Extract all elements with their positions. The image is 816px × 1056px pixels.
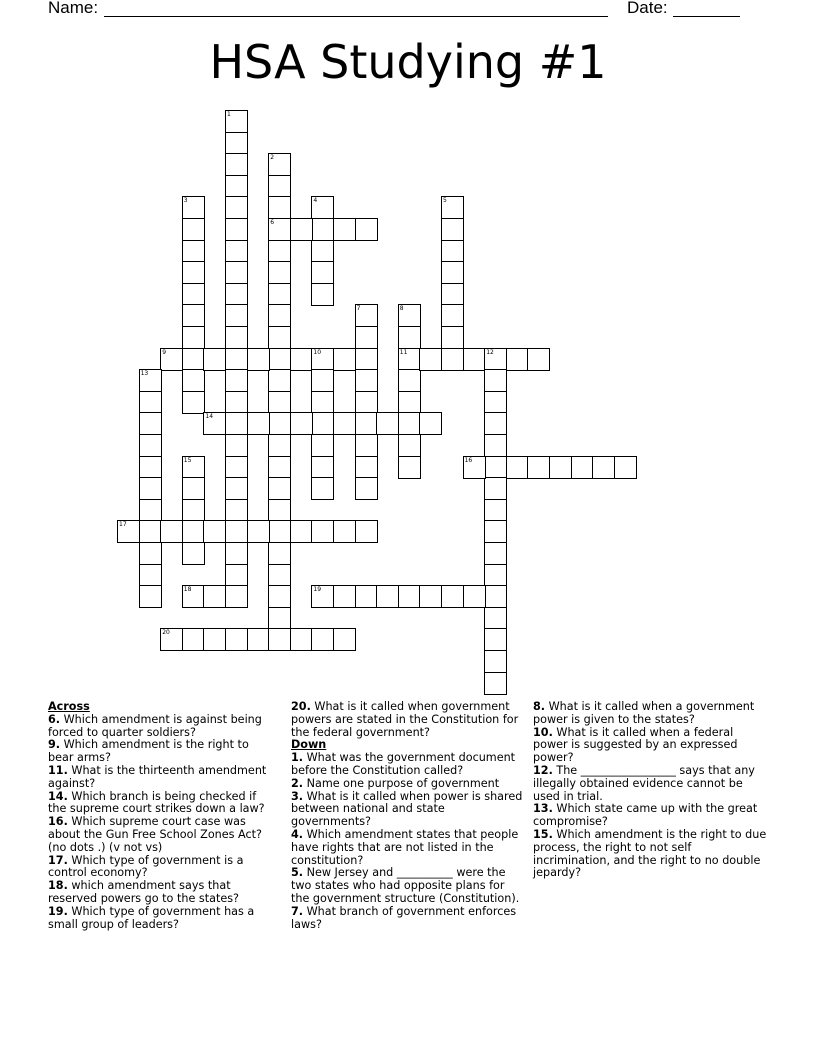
- grid-cell[interactable]: [311, 261, 334, 284]
- grid-cell[interactable]: [355, 391, 378, 414]
- grid-cell[interactable]: [182, 520, 205, 543]
- grid-cell[interactable]: [333, 520, 356, 543]
- grid-cell[interactable]: [311, 628, 334, 651]
- grid-cell[interactable]: [182, 391, 205, 414]
- clue-number-20: 20: [162, 629, 170, 637]
- across-clue: [48, 765, 274, 791]
- clue-number: 20.: [291, 700, 311, 713]
- grid-cell[interactable]: [268, 240, 291, 263]
- grid-cell[interactable]: [182, 326, 205, 349]
- grid-cell[interactable]: [355, 369, 378, 392]
- grid-cell[interactable]: [549, 456, 572, 479]
- grid-cell[interactable]: [290, 520, 313, 543]
- grid-cell[interactable]: [182, 240, 205, 263]
- grid-cell[interactable]: [333, 218, 356, 241]
- grid-cell[interactable]: [182, 499, 205, 522]
- grid-cell[interactable]: [225, 456, 248, 479]
- clue-text: What is the thirteenth amendment against?: [48, 763, 267, 790]
- clue-text: Which branch is being checked if the supreme court strikes down a law?: [48, 789, 265, 816]
- grid-cell[interactable]: [441, 326, 464, 349]
- grid-cell[interactable]: [484, 391, 507, 414]
- grid-cell[interactable]: [355, 434, 378, 457]
- clue-number: 9.: [48, 738, 61, 752]
- grid-cell[interactable]: [139, 477, 162, 500]
- grid-cell[interactable]: [355, 477, 378, 500]
- grid-cell[interactable]: [182, 196, 205, 219]
- down-clue: [533, 829, 769, 880]
- grid-cell[interactable]: [225, 348, 248, 371]
- grid-cell[interactable]: [441, 218, 464, 241]
- grid-cell[interactable]: [484, 369, 507, 392]
- grid-cell[interactable]: [225, 499, 248, 522]
- grid-cell[interactable]: [139, 456, 162, 479]
- clue-number: 4.: [291, 827, 304, 841]
- grid-cell[interactable]: [484, 520, 507, 543]
- clue-text: Which amendment is the right to bear arms?: [48, 738, 249, 765]
- grid-cell[interactable]: [182, 628, 205, 651]
- grid-cell[interactable]: [139, 585, 162, 608]
- grid-cell[interactable]: [571, 456, 594, 479]
- grid-cell[interactable]: [268, 326, 291, 349]
- grid-cell[interactable]: [398, 434, 421, 457]
- grid-cell[interactable]: [398, 585, 421, 608]
- grid-cell[interactable]: [311, 240, 334, 263]
- clue-text: Which supreme court case was about the Gun Free School Zones Act? (no dots .) (v not vs): [48, 815, 262, 854]
- grid-cell[interactable]: [398, 369, 421, 392]
- down-clue: [291, 752, 523, 778]
- clue-text: What is it called when government powers are stated in the Constitution for the federal government?: [291, 700, 519, 739]
- grid-cell[interactable]: [268, 175, 291, 198]
- grid-cell[interactable]: [290, 628, 313, 651]
- grid-cell[interactable]: [225, 412, 248, 435]
- grid-cell[interactable]: [160, 520, 183, 543]
- clue-number-18: 18: [183, 586, 192, 594]
- grid-cell[interactable]: [333, 628, 356, 651]
- grid-cell[interactable]: [355, 218, 378, 241]
- grid-cell[interactable]: [506, 456, 529, 479]
- grid-cell[interactable]: [225, 283, 248, 306]
- down-clue: [291, 906, 523, 932]
- grid-cell[interactable]: [592, 456, 615, 479]
- grid-cell[interactable]: [441, 240, 464, 263]
- across-clue: [48, 791, 274, 817]
- clue-number: 17.: [48, 853, 68, 867]
- grid-cell[interactable]: [484, 650, 507, 673]
- down-clue: [533, 701, 769, 727]
- grid-cell[interactable]: [225, 585, 248, 608]
- grid-cell[interactable]: [355, 348, 378, 371]
- grid-cell[interactable]: [484, 607, 507, 630]
- down-heading: Down: [291, 738, 327, 752]
- grid-cell[interactable]: [225, 153, 248, 176]
- grid-cell[interactable]: [225, 240, 248, 263]
- grid-cell[interactable]: [268, 196, 291, 219]
- clue-number: 5.: [291, 866, 304, 880]
- grid-cell[interactable]: [484, 412, 507, 435]
- grid-cell[interactable]: [333, 348, 356, 371]
- grid-cell[interactable]: [311, 348, 334, 371]
- grid-cell[interactable]: [441, 261, 464, 284]
- grid-cell[interactable]: [463, 456, 486, 479]
- grid-cell[interactable]: [268, 261, 291, 284]
- grid-cell[interactable]: [182, 261, 205, 284]
- grid-cell[interactable]: [203, 520, 226, 543]
- grid-cell[interactable]: [225, 175, 248, 198]
- grid-cell[interactable]: [139, 542, 162, 565]
- grid-cell[interactable]: [247, 412, 270, 435]
- grid-cell[interactable]: [376, 412, 399, 435]
- grid-cell[interactable]: [463, 348, 486, 371]
- grid-cell[interactable]: [484, 542, 507, 565]
- clue-number-13: 13: [140, 370, 149, 378]
- clue-text: What is it called when power is shared between national and state governments?: [291, 789, 523, 829]
- grid-cell[interactable]: [355, 520, 378, 543]
- clue-number: 1.: [291, 751, 304, 765]
- grid-cell[interactable]: [139, 564, 162, 587]
- grid-cell[interactable]: [268, 542, 291, 565]
- clue-text: Which amendment is against being forced to quarter soldiers?: [48, 712, 262, 739]
- grid-cell[interactable]: [311, 283, 334, 306]
- clue-text: which amendment says that reserved powers go to the states?: [48, 879, 239, 905]
- grid-cell[interactable]: [290, 412, 313, 435]
- clue-text: New Jersey and __________ were the two states who had opposite plans for the government structure (Constitution).: [291, 866, 520, 905]
- clue-number: 11.: [48, 763, 68, 777]
- grid-cell[interactable]: [203, 628, 226, 651]
- clue-number-17: 17: [119, 521, 127, 529]
- grid-cell[interactable]: [355, 326, 378, 349]
- grid-cell[interactable]: [139, 369, 162, 392]
- clue-text: Which type of government is a control economy?: [48, 853, 244, 880]
- clue-text: What branch of government enforces laws?: [291, 904, 517, 931]
- grid-cell[interactable]: [182, 456, 205, 479]
- grid-cell[interactable]: [247, 348, 270, 371]
- clue-text: Which state came up with the great compromise?: [533, 802, 758, 829]
- page-title: HSA Studying #1: [209, 35, 607, 89]
- grid-cell[interactable]: [268, 607, 291, 630]
- across-clue: [48, 855, 274, 881]
- across-clue: [48, 714, 274, 740]
- grid-cell[interactable]: [247, 520, 270, 543]
- clue-number-4: 4: [313, 197, 318, 205]
- grid-cell[interactable]: [311, 218, 334, 241]
- clue-number-7: 7: [356, 305, 361, 313]
- clue-number-8: 8: [399, 305, 404, 313]
- grid-cell[interactable]: [225, 261, 248, 284]
- grid-cell[interactable]: [484, 672, 507, 695]
- grid-cell[interactable]: [268, 477, 291, 500]
- down-clue: [533, 765, 769, 803]
- grid-cell[interactable]: [419, 348, 442, 371]
- clue-number-16: 16: [464, 456, 473, 464]
- grid-cell[interactable]: [268, 153, 291, 176]
- grid-cell[interactable]: [182, 348, 205, 371]
- grid-cell[interactable]: [225, 218, 248, 241]
- grid-cell[interactable]: [355, 456, 378, 479]
- grid-cell[interactable]: [311, 585, 334, 608]
- grid-cell[interactable]: [268, 628, 291, 651]
- grid-cell[interactable]: [484, 456, 507, 479]
- grid-cell[interactable]: [484, 628, 507, 651]
- clue-text: Name one purpose of government: [303, 776, 500, 790]
- clue-number-15: 15: [183, 456, 192, 464]
- grid-cell[interactable]: [355, 585, 378, 608]
- grid-cell[interactable]: [311, 434, 334, 457]
- down-clue: [533, 803, 769, 829]
- grid-cell[interactable]: [268, 564, 291, 587]
- grid-cell[interactable]: [311, 196, 334, 219]
- grid-cell[interactable]: [139, 499, 162, 522]
- clue-number-5: 5: [443, 197, 447, 205]
- clue-number: 6.: [48, 712, 61, 726]
- grid-cell[interactable]: [139, 434, 162, 457]
- grid-cell[interactable]: [247, 628, 270, 651]
- clue-number: 18.: [48, 879, 68, 893]
- down-clue: [291, 791, 523, 829]
- down-clue: [291, 829, 523, 867]
- grid-cell[interactable]: [160, 348, 183, 371]
- grid-cell[interactable]: [355, 412, 378, 435]
- grid-cell[interactable]: [182, 369, 205, 392]
- grid-cell[interactable]: [225, 564, 248, 587]
- clue-column-2: [291, 701, 523, 931]
- grid-cell[interactable]: [441, 304, 464, 327]
- grid-cell[interactable]: [614, 456, 637, 479]
- grid-cell[interactable]: [398, 348, 421, 371]
- clue-number-1: 1: [227, 111, 231, 118]
- grid-cell[interactable]: [268, 304, 291, 327]
- grid-cell[interactable]: [311, 477, 334, 500]
- clue-number-3: 3: [183, 197, 188, 205]
- grid-cell[interactable]: [398, 304, 421, 327]
- across-clue: [48, 906, 274, 932]
- grid-cell[interactable]: [311, 520, 334, 543]
- grid-cell[interactable]: [225, 132, 248, 155]
- clue-text: The _________________ says that any illegally obtained evidence cannot be used in trial.: [533, 763, 755, 803]
- grid-cell[interactable]: [441, 283, 464, 306]
- grid-cell[interactable]: [268, 391, 291, 414]
- clue-number-9: 9: [162, 348, 167, 356]
- clue-number: 10.: [533, 725, 553, 739]
- grid-cell[interactable]: [225, 369, 248, 392]
- clue-number: 14.: [48, 789, 68, 803]
- grid-cell[interactable]: [225, 304, 248, 327]
- grid-cell[interactable]: [225, 326, 248, 349]
- grid-cell[interactable]: [484, 585, 507, 608]
- grid-cell[interactable]: [268, 499, 291, 522]
- grid-cell[interactable]: [419, 412, 442, 435]
- grid-cell[interactable]: [333, 412, 356, 435]
- clue-number: 15.: [533, 827, 553, 841]
- grid-cell[interactable]: [203, 585, 226, 608]
- date-label: Date:: [627, 0, 668, 17]
- across-clue: [48, 880, 274, 906]
- grid-cell[interactable]: [419, 585, 442, 608]
- grid-cell[interactable]: [463, 585, 486, 608]
- grid-cell[interactable]: [398, 412, 421, 435]
- clue-text: What was the government document before the Constitution called?: [291, 751, 516, 777]
- grid-cell[interactable]: [225, 196, 248, 219]
- grid-cell[interactable]: [398, 326, 421, 349]
- clue-number-14: 14: [205, 413, 214, 421]
- clue-number-19: 19: [313, 586, 322, 594]
- clue-number: 7.: [291, 904, 304, 918]
- grid-cell[interactable]: [225, 434, 248, 457]
- grid-cell[interactable]: [139, 391, 162, 414]
- clue-number-6: 6: [270, 219, 275, 226]
- grid-cell[interactable]: [441, 196, 464, 219]
- grid-cell[interactable]: [268, 412, 291, 435]
- grid-cell[interactable]: [139, 412, 162, 435]
- grid-cell[interactable]: [160, 628, 183, 651]
- grid-cell[interactable]: [527, 456, 550, 479]
- grid-cell[interactable]: [268, 348, 291, 371]
- grid-cell[interactable]: [355, 304, 378, 327]
- grid-cell[interactable]: [268, 520, 291, 543]
- grid-cell[interactable]: [376, 585, 399, 608]
- clue-number-12: 12: [486, 348, 494, 356]
- grid-cell[interactable]: [225, 628, 248, 651]
- grid-cell[interactable]: [311, 391, 334, 414]
- grid-cell[interactable]: [268, 283, 291, 306]
- down-clue: [291, 867, 523, 905]
- grid-cell[interactable]: [182, 304, 205, 327]
- grid-cell[interactable]: [225, 391, 248, 414]
- clue-number: 13.: [533, 802, 553, 816]
- grid-cell[interactable]: [182, 283, 205, 306]
- clue-number-10: 10: [313, 348, 322, 356]
- clue-column-1: [48, 701, 274, 931]
- clue-text: What is it called when a federal power is suggested by an expressed power?: [533, 725, 738, 765]
- across-clue: [291, 701, 523, 739]
- grid-cell[interactable]: [182, 477, 205, 500]
- clue-text: Which amendment is the right to due process, the right to not self incrimination, and the right to no double jepardy?: [533, 827, 767, 880]
- grid-cell[interactable]: [333, 585, 356, 608]
- grid-cell[interactable]: [484, 564, 507, 587]
- grid-cell[interactable]: [484, 499, 507, 522]
- grid-cell[interactable]: [117, 520, 140, 543]
- grid-cell[interactable]: [441, 585, 464, 608]
- clue-text: What is it called when a government power is given to the states?: [533, 700, 755, 726]
- grid-cell[interactable]: [268, 218, 291, 241]
- grid-cell[interactable]: [290, 348, 313, 371]
- clue-number: 2.: [291, 776, 304, 790]
- clue-number: 19.: [48, 904, 68, 918]
- grid-cell[interactable]: [290, 218, 313, 241]
- grid-cell[interactable]: [398, 391, 421, 414]
- grid-cell[interactable]: [225, 477, 248, 500]
- grid-cell[interactable]: [484, 434, 507, 457]
- grid-cell[interactable]: [484, 348, 507, 371]
- grid-cell[interactable]: [398, 456, 421, 479]
- grid-cell[interactable]: [268, 456, 291, 479]
- grid-cell[interactable]: [182, 585, 205, 608]
- grid-cell[interactable]: [268, 585, 291, 608]
- grid-cell[interactable]: [225, 520, 248, 543]
- grid-cell[interactable]: [268, 369, 291, 392]
- clue-number: 16.: [48, 815, 68, 829]
- grid-cell[interactable]: [311, 369, 334, 392]
- clue-number: 8.: [533, 700, 546, 713]
- clue-number-11: 11: [399, 348, 408, 356]
- name-label: Name:: [48, 0, 99, 17]
- grid-cell[interactable]: [441, 348, 464, 371]
- grid-cell[interactable]: [527, 348, 550, 371]
- clue-number: 3.: [291, 789, 304, 803]
- grid-cell[interactable]: [203, 412, 226, 435]
- grid-cell[interactable]: [484, 477, 507, 500]
- grid-cell[interactable]: [139, 520, 162, 543]
- down-clue: [533, 727, 769, 765]
- grid-cell[interactable]: [225, 110, 248, 133]
- grid-cell[interactable]: [225, 542, 248, 565]
- clue-number: 12.: [533, 763, 553, 777]
- clue-column-3: [533, 701, 769, 880]
- across-heading: Across: [48, 700, 90, 713]
- grid-cell[interactable]: [182, 218, 205, 241]
- grid-cell[interactable]: [311, 412, 334, 435]
- clue-text: Which type of government has a small group of leaders?: [48, 904, 255, 931]
- clue-text: Which amendment states that people have rights that are not listed in the constitution?: [291, 827, 519, 867]
- grid-cell[interactable]: [268, 434, 291, 457]
- grid-cell[interactable]: [311, 456, 334, 479]
- clue-number-2: 2: [270, 154, 275, 162]
- grid-cell[interactable]: [182, 542, 205, 565]
- across-clue: [48, 739, 274, 765]
- grid-cell[interactable]: [203, 348, 226, 371]
- grid-cell[interactable]: [506, 348, 529, 371]
- across-clue: [48, 816, 274, 854]
